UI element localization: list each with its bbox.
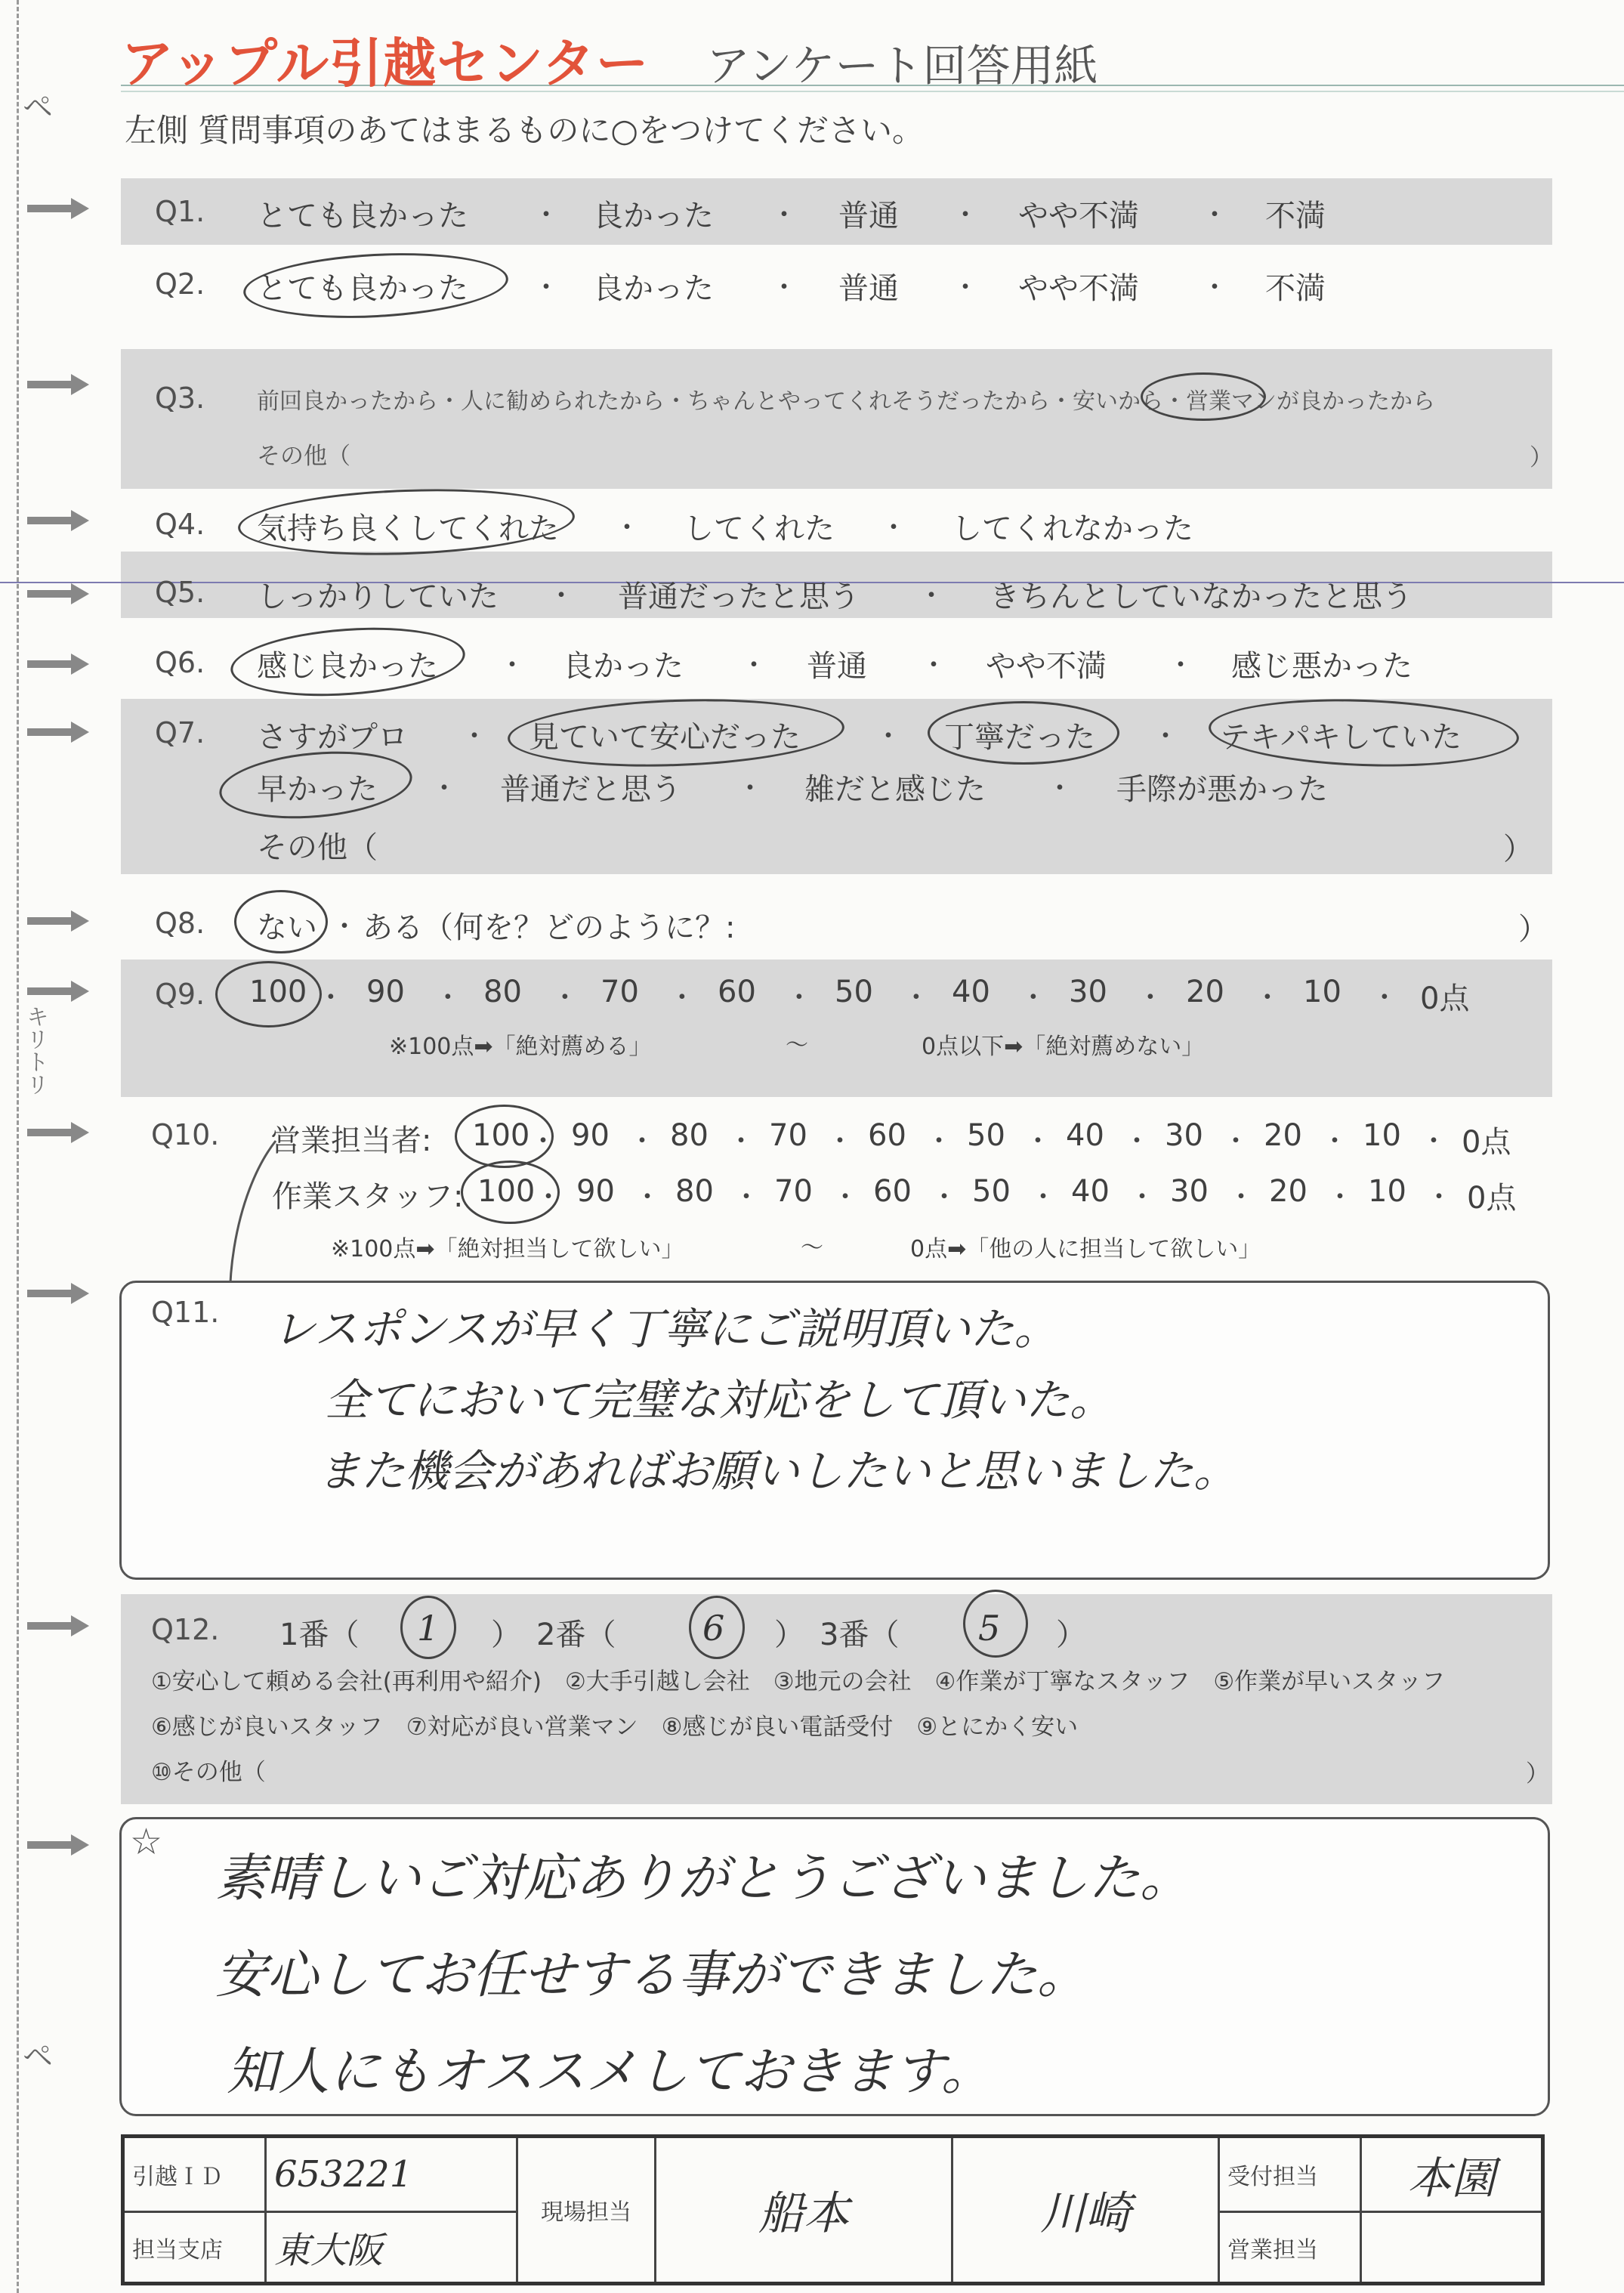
q4-option[interactable]: してくれた	[684, 511, 835, 546]
separator: ・	[316, 982, 344, 1013]
q2-option-selected[interactable]: とても良かった	[257, 271, 468, 306]
q10-staff-label: 作業スタッフ:	[272, 1179, 464, 1214]
q9-option[interactable]: 10	[1303, 975, 1341, 1009]
separator: ・	[1029, 1182, 1057, 1213]
q10-note-left: ※100点➡「絶対担当して欲しい」	[331, 1236, 684, 1262]
q8-label: Q8.	[155, 907, 205, 940]
separator: ・	[1253, 982, 1281, 1013]
separator: ・	[548, 580, 576, 611]
q6-label: Q6.	[155, 646, 205, 679]
q12-third-value[interactable]: 5	[978, 1608, 1001, 1649]
separator: ・	[633, 1182, 661, 1213]
q12-choices: ①安心して頼める会社(再利用や紹介) ②大手引越し会社 ③地元の会社 ④作業が丁寧なスタッフ ⑤作業が早いスタッフ	[151, 1668, 1446, 1695]
site-staff-1[interactable]	[656, 2137, 952, 2284]
separator: ・	[952, 272, 980, 303]
separator: ・	[1320, 1126, 1348, 1157]
move-id-value[interactable]	[266, 2137, 517, 2212]
q10-sales-option[interactable]: 70	[769, 1118, 807, 1153]
q5-option[interactable]: きちんとしていなかったと思う	[990, 579, 1413, 614]
q3-other[interactable]: その他（	[257, 443, 350, 470]
q10-sales-option[interactable]: 50	[967, 1118, 1005, 1153]
q9-option[interactable]: 50	[835, 975, 873, 1009]
separator: ・	[880, 512, 908, 543]
instruction-text: 左側 質問事項のあてはまるものに○をつけてください。	[125, 112, 924, 149]
q7-option[interactable]: 手際が悪かった	[1116, 772, 1328, 807]
q1-option[interactable]: とても良かった	[257, 199, 468, 233]
separator: ・	[434, 982, 462, 1013]
selection-circle	[215, 961, 322, 1028]
q9-option[interactable]: 80	[483, 975, 522, 1009]
q7-other[interactable]: その他（	[257, 830, 378, 865]
q6-option-selected[interactable]: 感じ良かった	[257, 649, 438, 684]
q6-option[interactable]: やや不満	[986, 649, 1107, 684]
separator: ・	[431, 773, 458, 804]
margin-mark-bottom: ペ	[23, 2039, 53, 2074]
selection-circle	[242, 247, 510, 324]
reception-value[interactable]	[1361, 2137, 1543, 2212]
q10-sales-option[interactable]: 30	[1165, 1118, 1203, 1153]
q1-option[interactable]: 普通	[838, 199, 899, 233]
q10-label: Q10.	[151, 1118, 220, 1151]
q9-option[interactable]: 30	[1069, 975, 1107, 1009]
q10-staff-option[interactable]: 80	[675, 1174, 714, 1209]
cut-here-label: キリトリ	[22, 1005, 48, 1096]
brand-logo: アップル引越センター	[121, 32, 650, 94]
q1-option[interactable]: やや不満	[1018, 199, 1139, 233]
q12-second-label: ） 2番（	[491, 1618, 616, 1652]
separator: ・	[1136, 982, 1164, 1013]
q4-option[interactable]: してくれなかった	[952, 511, 1193, 546]
q10-sales-option[interactable]: 40	[1066, 1118, 1104, 1153]
q6-option[interactable]: 感じ悪かった	[1231, 649, 1413, 684]
q9-option[interactable]: 90	[366, 975, 405, 1009]
office-use-table	[121, 2134, 1545, 2285]
arrow-icon	[27, 654, 89, 675]
q7-option[interactable]: 雑だと感じた	[804, 772, 986, 807]
q9-note-left: ※100点➡「絶対薦める」	[389, 1034, 652, 1060]
separator: ・	[770, 272, 798, 303]
q5-option-selected[interactable]: しっかりしていた	[257, 579, 499, 614]
sales-value[interactable]	[1361, 2212, 1543, 2284]
separator: ・	[533, 272, 560, 303]
reception-label: 受付担当	[1219, 2137, 1361, 2212]
selection-circle	[234, 890, 328, 953]
arrow-icon	[27, 1615, 89, 1636]
separator: ・	[331, 911, 359, 942]
q10-staff-option[interactable]: 100	[477, 1174, 536, 1209]
arrow-icon	[27, 510, 89, 531]
comment-line[interactable]: 素晴しいご対応ありがとうございました。	[215, 1849, 1192, 1908]
q8-close: ）	[1518, 912, 1548, 947]
separator: ・	[1128, 1182, 1156, 1213]
arrow-icon	[27, 981, 89, 1002]
separator: ・	[1227, 1182, 1255, 1213]
q8-option[interactable]: ある（何を？どのように？:	[363, 910, 736, 945]
selection-circle	[455, 1105, 554, 1168]
q1-option[interactable]: 良かった	[593, 199, 714, 233]
q9-option[interactable]: 100	[249, 975, 307, 1009]
separator: ・	[831, 1182, 859, 1213]
q10-staff-option[interactable]: 90	[576, 1174, 615, 1209]
q10-note-right: 0点➡「他の人に担当して欲しい」	[910, 1236, 1261, 1262]
selection-circle	[928, 701, 1119, 765]
separator: ・	[1326, 1182, 1354, 1213]
separator: ・	[1221, 1126, 1249, 1157]
separator: ・	[902, 982, 930, 1013]
separator: ・	[1122, 1126, 1150, 1157]
q7-label: Q7.	[155, 716, 205, 749]
separator: ・	[1425, 1182, 1453, 1213]
q7-option[interactable]: 普通だと思う	[500, 772, 681, 807]
q11-answer-line[interactable]: レスポンスが早く丁寧にご説明頂いた。	[272, 1303, 1058, 1355]
arrow-icon	[27, 1283, 89, 1304]
site-staff-label: 現場担当	[517, 2137, 656, 2284]
q8-option-selected[interactable]: ない	[257, 910, 317, 945]
separator: ・	[1201, 199, 1229, 230]
q4-label: Q4.	[155, 508, 205, 541]
move-id-label: 引越ＩＤ	[123, 2137, 266, 2212]
handwritten-circle	[400, 1596, 456, 1659]
q7-option-selected[interactable]: 丁寧だった	[944, 720, 1095, 755]
q2-option[interactable]: やや不満	[1018, 271, 1139, 306]
q9-option[interactable]: 70	[601, 975, 639, 1009]
separator: ・	[613, 512, 641, 543]
q12-label: Q12.	[151, 1613, 220, 1646]
q9-label: Q9.	[155, 978, 205, 1011]
separator: ・	[740, 650, 768, 681]
separator: ・	[668, 982, 696, 1013]
q12-choices: ⑥感じが良いスタッフ ⑦対応が良い営業マン ⑧感じが良い電話受付 ⑨とにかく安い	[151, 1714, 1079, 1741]
q11-answer-line[interactable]: 全てにおいて完璧な対応をして頂いた。	[325, 1374, 1114, 1426]
separator: ・	[1167, 650, 1195, 681]
q10-staff-option[interactable]: 0点	[1467, 1181, 1517, 1216]
q10-staff-option[interactable]: 20	[1269, 1174, 1308, 1209]
separator: ・	[1019, 982, 1047, 1013]
q2-label: Q2.	[155, 267, 205, 301]
arrow-icon	[27, 1122, 89, 1143]
separator: ・	[875, 721, 903, 752]
separator: ・	[930, 1182, 958, 1213]
q9-option[interactable]: 40	[952, 975, 990, 1009]
arrow-icon	[27, 910, 89, 932]
separator: ・	[529, 1126, 557, 1157]
separator: ・	[628, 1126, 656, 1157]
separator: ・	[952, 199, 980, 230]
q10-sales-option[interactable]: 0点	[1462, 1125, 1511, 1160]
q1-label: Q1.	[155, 195, 205, 228]
arrow-icon	[27, 1834, 89, 1856]
q4-option-selected[interactable]: 気持ち良くしてくれた	[257, 511, 559, 546]
separator: ・	[925, 1126, 952, 1157]
q6-option[interactable]: 良かった	[563, 649, 684, 684]
q3-label: Q3.	[155, 382, 205, 415]
selection-circle	[461, 1160, 560, 1224]
q10-sales-option[interactable]: 10	[1363, 1118, 1401, 1153]
separator: ・	[732, 1182, 760, 1213]
separator: ・	[1419, 1126, 1447, 1157]
q10-staff-option[interactable]: 60	[873, 1174, 912, 1209]
q7-option-selected[interactable]: さすがプロ	[257, 720, 408, 755]
q12-third-label: ） 3番（	[774, 1618, 900, 1652]
separator: ・	[534, 1182, 562, 1213]
separator: ・	[1023, 1126, 1051, 1157]
separator: ・	[499, 650, 526, 681]
q9-option[interactable]: 0点	[1420, 981, 1470, 1016]
q7-option-selected[interactable]: 見ていて安心だった	[529, 720, 801, 755]
q3-options[interactable]: 前回良かったから・人に勧められたから・ちゃんとやってくれそうだったから・安いから・営業マンが良かったから	[257, 388, 1435, 415]
branch-value[interactable]	[266, 2212, 517, 2284]
branch-label: 担当支店	[123, 2212, 266, 2284]
handwritten-circle	[963, 1590, 1028, 1658]
q10-sales-option[interactable]: 60	[868, 1118, 906, 1153]
selection-circle	[237, 484, 576, 561]
q7-option-selected[interactable]: テキパキしていた	[1220, 720, 1462, 755]
separator: ・	[826, 1126, 854, 1157]
separator: ・	[736, 773, 764, 804]
separator: ・	[1201, 272, 1229, 303]
branch-handwriting: 東大阪	[274, 2230, 384, 2272]
q12-first-value[interactable]: 1	[417, 1608, 440, 1649]
q10-staff-option[interactable]: 10	[1368, 1174, 1406, 1209]
separator: ・	[785, 982, 813, 1013]
q11-answer-line[interactable]: また機会があればお願いしたいと思いました。	[317, 1445, 1238, 1497]
comment-line[interactable]: 知人にもオススメしておきます。	[227, 2042, 993, 2102]
q12-second-value[interactable]: 6	[702, 1608, 725, 1649]
separator: ・	[551, 982, 579, 1013]
margin-mark-top: ペ	[23, 90, 53, 125]
q2-option[interactable]: 不満	[1265, 271, 1326, 306]
q10-sales-option[interactable]: 80	[670, 1118, 709, 1153]
separator: ・	[727, 1126, 755, 1157]
reception-handwriting: 本園	[1407, 2152, 1496, 2204]
form-title: アンケート回答用紙	[706, 40, 1098, 91]
separator: ・	[1152, 721, 1180, 752]
arrow-icon	[27, 722, 89, 743]
q10-sales-option[interactable]: 90	[571, 1118, 610, 1153]
arrow-icon	[27, 198, 89, 219]
q10-sales-option[interactable]: 100	[472, 1118, 530, 1153]
separator: ・	[920, 650, 948, 681]
q10-staff-option[interactable]: 30	[1170, 1174, 1209, 1209]
separator: ・	[1370, 982, 1398, 1013]
q11-label: Q11.	[151, 1296, 220, 1329]
q10-sales-label: 営業担当者:	[270, 1123, 432, 1158]
q5-option[interactable]: 普通だったと思う	[618, 579, 860, 614]
q7-close: ）	[1503, 832, 1533, 867]
separator: ・	[533, 199, 560, 230]
separator: ・	[918, 580, 946, 611]
q9-tilde: 〜	[786, 1032, 808, 1058]
q5-label: Q5.	[155, 576, 205, 609]
q10-staff-option[interactable]: 50	[972, 1174, 1011, 1209]
q10-staff-option[interactable]: 40	[1071, 1174, 1110, 1209]
q12-other[interactable]: ⑩その他（	[151, 1759, 266, 1786]
q10-sales-option[interactable]: 20	[1264, 1118, 1302, 1153]
q9-option[interactable]: 20	[1186, 975, 1224, 1009]
selection-circle	[1141, 372, 1266, 421]
q2-option[interactable]: 良かった	[593, 271, 714, 306]
arrow-icon	[27, 374, 89, 395]
q9-note-right: 0点以下➡「絶対薦めない」	[922, 1034, 1205, 1060]
arrow-icon	[27, 583, 89, 604]
q12-end: ）	[1056, 1618, 1086, 1652]
separator: ・	[770, 199, 798, 230]
separator: ・	[461, 721, 489, 752]
q1-option[interactable]: 不満	[1265, 199, 1326, 233]
q3-close: ）	[1530, 444, 1553, 471]
comment-line[interactable]: 安心してお任せする事ができました。	[215, 1945, 1089, 2005]
q12-first-label: 1番（	[279, 1618, 360, 1652]
q9-option[interactable]: 60	[718, 975, 756, 1009]
star-icon: ☆	[130, 1821, 163, 1863]
q6-option[interactable]: 普通	[807, 649, 867, 684]
q2-option[interactable]: 普通	[838, 271, 899, 306]
q10-tilde: 〜	[801, 1235, 823, 1261]
move-id-handwriting: 653221	[274, 2153, 413, 2196]
q7-option-selected[interactable]: 早かった	[257, 772, 378, 807]
q10-staff-option[interactable]: 70	[774, 1174, 813, 1209]
separator: ・	[1046, 773, 1074, 804]
site-staff-2-handwriting: 川崎	[1040, 2187, 1131, 2240]
site-staff-1-handwriting: 船本	[758, 2187, 849, 2240]
sales-label: 営業担当	[1219, 2212, 1361, 2284]
cut-line	[17, 0, 19, 2293]
site-staff-2[interactable]	[952, 2137, 1219, 2284]
selection-circle	[228, 620, 467, 703]
q12-close: ）	[1526, 1760, 1549, 1788]
handwritten-circle	[689, 1596, 745, 1659]
